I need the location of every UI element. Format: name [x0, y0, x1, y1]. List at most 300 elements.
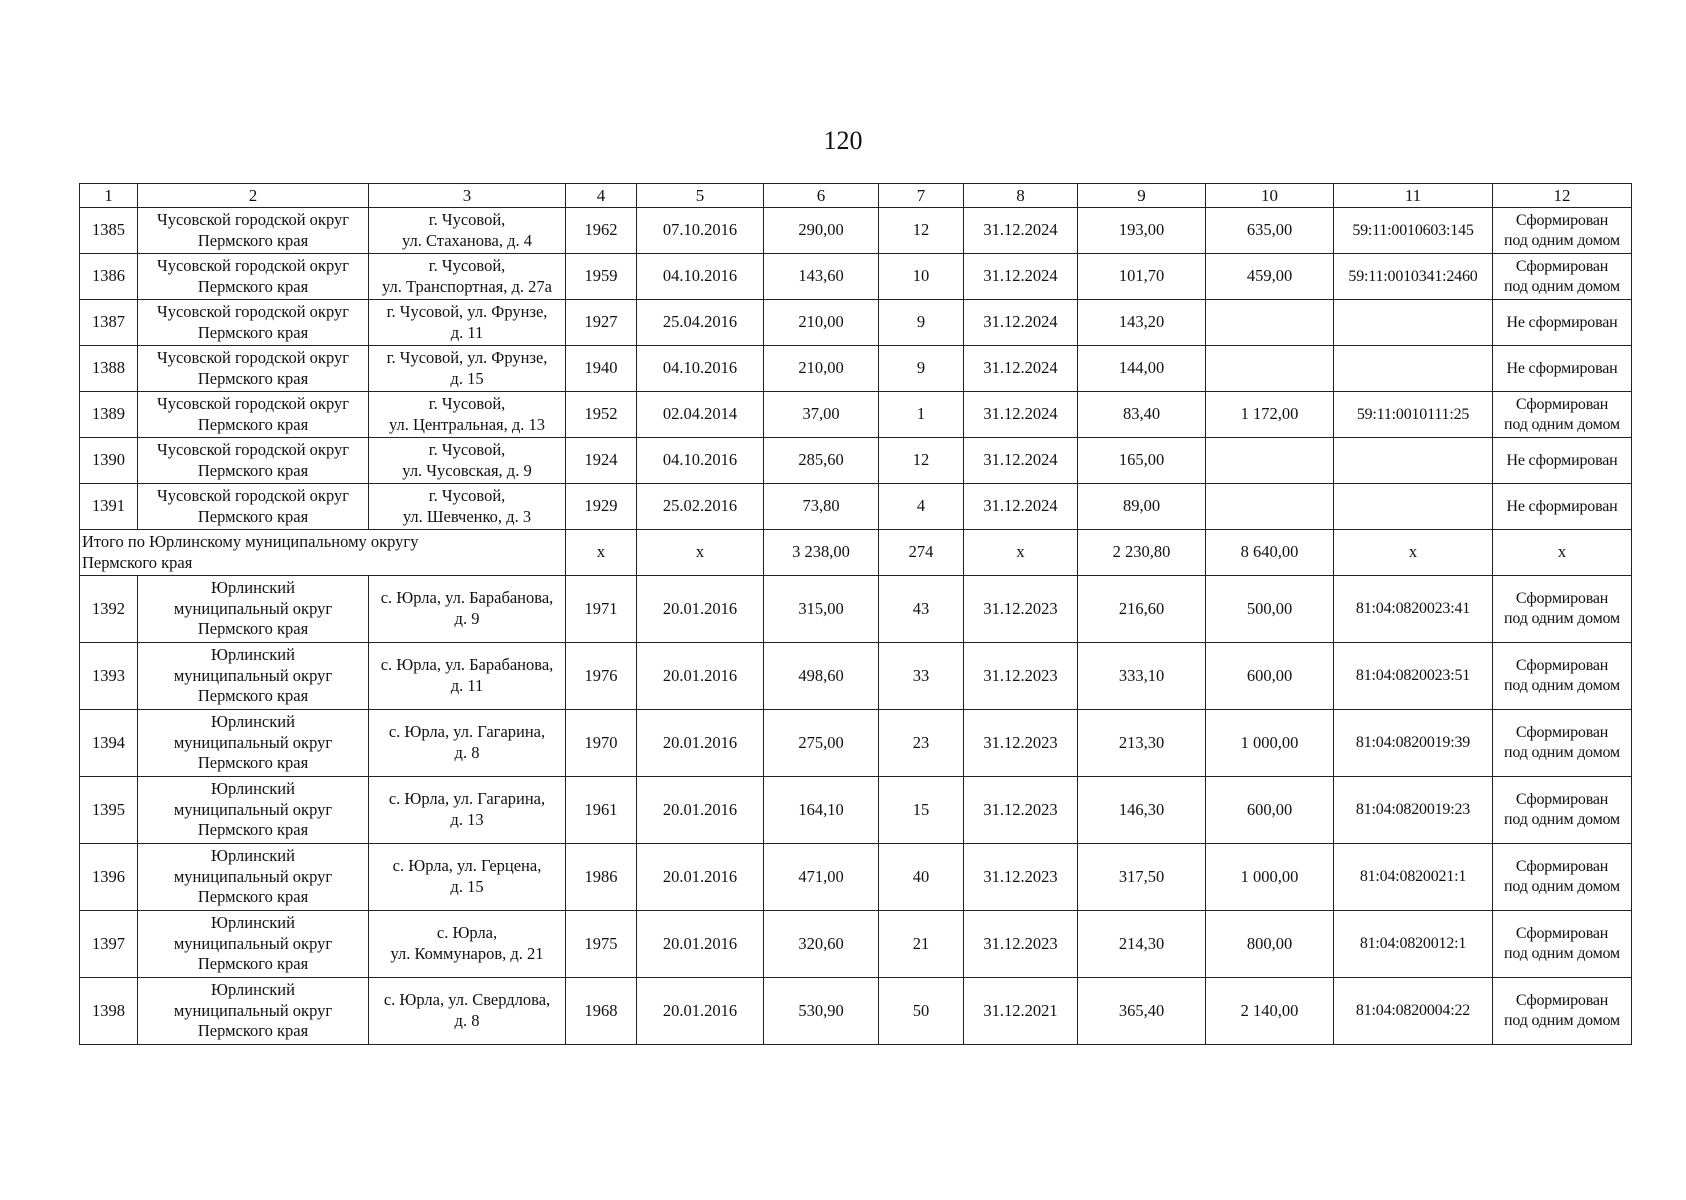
cell-text-line: 31.12.2024 [983, 220, 1058, 240]
cell-text-line: муниципальный округ [173, 799, 333, 819]
table-row [80, 300, 1632, 346]
cell-text-line: 1393 [92, 665, 125, 685]
cell-land-area [1206, 530, 1334, 576]
cell-text-line: 31.12.2023 [983, 598, 1058, 618]
cell-text-line: 25.04.2016 [662, 312, 738, 332]
cell-text-line: 164,10 [798, 799, 844, 819]
cell-text-line: Пермского края [197, 460, 309, 480]
table-row [80, 392, 1632, 438]
cell-year [566, 911, 637, 978]
page-number: 120 [823, 126, 863, 155]
cell-area [764, 978, 879, 1045]
cell-text-line: 2 230,80 [1112, 542, 1171, 562]
cell-text-line: Чусовской городской округ [157, 439, 349, 459]
cell-land-area [1206, 844, 1334, 911]
cell-text-line: 146,30 [1118, 799, 1165, 819]
cell-status [1493, 208, 1632, 254]
cell-text-line: 40 [912, 866, 930, 886]
cell-number [80, 300, 138, 346]
cell-text-line: 459,00 [1246, 266, 1293, 286]
cell-municipality [138, 392, 369, 438]
cell-text-line: 2 140,00 [1240, 1000, 1299, 1020]
cell-text-line: 12 [912, 450, 930, 470]
cell-deadline [964, 254, 1078, 300]
cell-status [1493, 484, 1632, 530]
cell-text-line: Пермского края [197, 322, 309, 342]
cell-number [80, 911, 138, 978]
cell-text-line: Не сформирован [1506, 359, 1618, 377]
cell-land-area [1206, 710, 1334, 777]
cell-address [369, 576, 566, 643]
cell-residents [879, 346, 964, 392]
table-row [80, 844, 1632, 911]
cell-area [764, 777, 879, 844]
cell-text-line: Юрлинский [211, 779, 295, 799]
cell-text-line: Чусовской городской округ [157, 347, 349, 367]
cell-status [1493, 438, 1632, 484]
cell-text-line: под одним домом [1504, 945, 1620, 962]
cell-number [80, 643, 138, 710]
cell-text-line: 8 640,00 [1240, 542, 1299, 562]
cell-text-line: 1975 [584, 933, 618, 953]
cell-text-line: 31.12.2024 [983, 266, 1058, 286]
cell-text-line: x [1016, 542, 1025, 562]
cell-text-line: 81:04:0820004:22 [1355, 1002, 1471, 1019]
cell-text-line: Пермского края [197, 368, 309, 388]
cell-deadline [964, 576, 1078, 643]
cell-text-line: 1961 [584, 799, 618, 819]
column-header: 9 [1078, 184, 1206, 208]
cell-text-line: Юрлинский [211, 846, 295, 866]
cell-text-line: 498,60 [798, 665, 844, 685]
cell-text-line: Не сформирован [1506, 313, 1618, 331]
cell-text-line: 1959 [584, 266, 618, 286]
cell-address [369, 710, 566, 777]
cell-text-line: под одним домом [1504, 277, 1620, 295]
cell-text-line: x [695, 542, 705, 562]
cell-text-line: 20.01.2016 [662, 598, 738, 618]
cell-text-line: 9 [916, 358, 926, 378]
cell-text-line: 165,00 [1118, 450, 1165, 470]
cell-text-line: с. Юрла, ул. Свердлова, [383, 990, 551, 1010]
cell-text-line: д. 11 [450, 322, 484, 342]
cell-text-line: Пермского края [197, 954, 309, 974]
cell-text-line: с. Юрла, ул. Герцена, [392, 856, 542, 876]
cell-text-line: 4 [916, 496, 926, 516]
cell-text-line: 101,70 [1118, 266, 1165, 286]
cell-text-line: 285,60 [798, 450, 844, 470]
cell-text-line: под одним домом [1504, 744, 1620, 761]
cell-area-2 [1078, 346, 1206, 392]
cell-area [764, 844, 879, 911]
cell-text-line: 1 [916, 404, 926, 424]
cell-text-line: 31.12.2024 [983, 496, 1058, 516]
cell-municipality [138, 484, 369, 530]
cell-text-line: муниципальный округ [173, 933, 333, 953]
cell-year [566, 576, 637, 643]
cell-deadline [964, 710, 1078, 777]
cell-municipality [138, 300, 369, 346]
cell-address [369, 777, 566, 844]
cell-deadline [964, 643, 1078, 710]
cell-area-2 [1078, 530, 1206, 576]
cell-land-area [1206, 777, 1334, 844]
cell-text-line: 33 [912, 665, 930, 685]
cell-text-line: г. Чусовой, [428, 209, 506, 229]
cell-text-line: 1970 [584, 732, 618, 752]
cell-text-line: 20.01.2016 [662, 933, 738, 953]
cell-area [764, 484, 879, 530]
cell-number [80, 576, 138, 643]
cell-text-line: ул. Стаханова, д. 4 [401, 230, 532, 250]
cell-date [637, 346, 764, 392]
cell-text-line: 3 238,00 [792, 542, 850, 562]
cell-text-line: 73,80 [802, 496, 840, 516]
table-body [80, 184, 1632, 1045]
cell-residents [879, 978, 964, 1045]
cell-residents [879, 254, 964, 300]
cell-cadastral [1334, 576, 1493, 643]
cell-residents [879, 710, 964, 777]
cell-land-area [1206, 300, 1334, 346]
cell-text-line: 1940 [584, 358, 618, 378]
cell-text-line: Сформирован [1515, 590, 1609, 607]
cell-area-2 [1078, 392, 1206, 438]
cell-text-line: 500,00 [1246, 598, 1293, 618]
cell-municipality [138, 254, 369, 300]
cell-text-line: ул. Шевченко, д. 3 [402, 506, 532, 526]
cell-area [764, 576, 879, 643]
cell-address [369, 911, 566, 978]
cell-text-line: под одним домом [1504, 1012, 1620, 1029]
cell-text-line: 59:11:0010603:145 [1352, 221, 1474, 239]
cell-number [80, 208, 138, 254]
total-label [80, 530, 566, 576]
cell-cadastral [1334, 530, 1493, 576]
cell-text-line: 1389 [92, 404, 125, 424]
cell-text-line: 635,00 [1246, 220, 1293, 240]
cell-status [1493, 392, 1632, 438]
cell-land-area [1206, 438, 1334, 484]
cell-year [566, 484, 637, 530]
cell-year [566, 978, 637, 1045]
cell-text-line: 59:11:0010341:2460 [1348, 267, 1478, 285]
cell-text-line: 1387 [92, 312, 125, 332]
cell-text-line: д. 8 [454, 1011, 480, 1030]
cell-residents [879, 643, 964, 710]
cell-municipality [138, 208, 369, 254]
cell-text-line: муниципальный округ [173, 665, 333, 685]
cell-text-line: с. Юрла, [436, 923, 498, 943]
cell-residents [879, 911, 964, 978]
cell-text-line: 1927 [584, 312, 618, 332]
cell-cadastral [1334, 254, 1493, 300]
cell-text-line: 1952 [584, 404, 618, 424]
cell-text-line: 1397 [92, 933, 125, 953]
cell-land-area [1206, 254, 1334, 300]
cell-cadastral [1334, 392, 1493, 438]
cell-deadline [964, 392, 1078, 438]
cell-number [80, 844, 138, 911]
table-row [80, 576, 1632, 643]
cell-text-line: 43 [912, 598, 930, 618]
cell-area-2 [1078, 576, 1206, 643]
cell-text-line: 1929 [584, 496, 618, 516]
cell-land-area [1206, 643, 1334, 710]
cell-land-area [1206, 208, 1334, 254]
cell-text-line: муниципальный округ [173, 866, 333, 886]
column-header: 11 [1334, 184, 1493, 208]
cell-text-line: 31.12.2024 [983, 358, 1058, 378]
cell-text-line: Юрлинский [211, 913, 295, 933]
cell-text-line: 25.02.2016 [662, 496, 738, 516]
cell-text-line: 15 [912, 799, 930, 819]
cell-text-line: Сформирован [1515, 211, 1609, 229]
cell-area-2 [1078, 254, 1206, 300]
cell-text-line: муниципальный округ [173, 1000, 333, 1020]
cell-area [764, 254, 879, 300]
cell-date [637, 484, 764, 530]
cell-date [637, 777, 764, 844]
cell-deadline [964, 844, 1078, 911]
cell-area [764, 710, 879, 777]
cell-year [566, 254, 637, 300]
cell-text-line: д. 9 [454, 609, 480, 628]
cell-text-line: с. Юрла, ул. Барабанова, [380, 588, 554, 608]
column-header: 10 [1206, 184, 1334, 208]
cell-status [1493, 346, 1632, 392]
cell-address [369, 643, 566, 710]
cell-text-line: 274 [908, 542, 934, 562]
cell-text-line: под одним домом [1504, 415, 1620, 433]
cell-text-line: 315,00 [798, 598, 844, 618]
cell-address [369, 844, 566, 911]
cell-address [369, 438, 566, 484]
table-row [80, 484, 1632, 530]
cell-land-area [1206, 576, 1334, 643]
cell-area-2 [1078, 978, 1206, 1045]
cell-date [637, 844, 764, 911]
cell-year [566, 300, 637, 346]
cell-text-line: 1390 [92, 450, 125, 470]
cell-area-2 [1078, 438, 1206, 484]
cell-number [80, 346, 138, 392]
cell-text-line: 81:04:0820021:1 [1359, 868, 1467, 885]
cell-municipality [138, 710, 369, 777]
cell-text-line: 1962 [584, 220, 618, 240]
cell-number [80, 484, 138, 530]
cell-text-line: Чусовской городской округ [157, 393, 349, 413]
cell-text-line: 317,50 [1118, 866, 1165, 886]
cell-date [637, 530, 764, 576]
cell-text-line: 83,40 [1122, 404, 1161, 424]
cell-text-line: с. Юрла, ул. Гагарина, [388, 722, 546, 742]
cell-residents [879, 530, 964, 576]
cell-year [566, 710, 637, 777]
cell-municipality [138, 844, 369, 911]
cell-text-line: 800,00 [1246, 933, 1293, 953]
cell-cadastral [1334, 438, 1493, 484]
table-row [80, 254, 1632, 300]
cell-text-line: 31.12.2023 [983, 799, 1058, 819]
cell-text-line: г. Чусовой, [428, 439, 506, 459]
cell-land-area [1206, 392, 1334, 438]
cell-text-line: под одним домом [1504, 811, 1620, 828]
cell-deadline [964, 530, 1078, 576]
cell-text-line: Юрлинский [211, 578, 295, 598]
cell-text-line: 81:04:0820012:1 [1359, 935, 1467, 952]
cell-date [637, 208, 764, 254]
cell-text-line: 1388 [92, 358, 125, 378]
cell-text-line: 1 172,00 [1240, 404, 1299, 424]
cell-address [369, 484, 566, 530]
cell-text-line: ул. Центральная, д. 13 [388, 414, 546, 434]
cell-area-2 [1078, 844, 1206, 911]
cell-land-area [1206, 978, 1334, 1045]
cell-text-line: Пермского края [197, 276, 309, 296]
cell-text-line: 31.12.2024 [983, 312, 1058, 332]
cell-area [764, 346, 879, 392]
cell-text-line: под одним домом [1504, 878, 1620, 895]
cell-text-line: Пермского края [197, 820, 309, 840]
cell-text-line: 12 [912, 220, 930, 240]
cell-date [637, 710, 764, 777]
cell-deadline [964, 484, 1078, 530]
cell-number [80, 254, 138, 300]
cell-text-line: 04.10.2016 [662, 358, 738, 378]
cell-text-line: 04.10.2016 [662, 266, 738, 286]
cell-deadline [964, 300, 1078, 346]
cell-text-line: Не сформирован [1506, 451, 1618, 469]
cell-text-line: 290,00 [798, 220, 844, 240]
cell-text-line: 210,00 [798, 358, 844, 378]
cell-year [566, 438, 637, 484]
cell-municipality [138, 576, 369, 643]
cell-text-line: 04.10.2016 [662, 450, 738, 470]
cell-text-line: 600,00 [1246, 665, 1293, 685]
cell-text-line: 216,60 [1118, 598, 1165, 618]
cell-text-line: 1391 [92, 496, 125, 516]
cell-area-2 [1078, 710, 1206, 777]
cell-text-line: 31.12.2023 [983, 732, 1058, 752]
cell-text-line: x [596, 542, 606, 562]
cell-date [637, 254, 764, 300]
cell-cadastral [1334, 208, 1493, 254]
cell-text-line: 37,00 [802, 404, 840, 424]
cell-text-line: Итого по Юрлинскому муниципальному округу [82, 531, 419, 551]
cell-text-line: 365,40 [1118, 1000, 1165, 1020]
cell-text-line: 31.12.2024 [983, 450, 1058, 470]
cell-date [637, 576, 764, 643]
column-header: 12 [1493, 184, 1632, 208]
cell-area-2 [1078, 300, 1206, 346]
cell-cadastral [1334, 777, 1493, 844]
cell-number [80, 777, 138, 844]
table-row [80, 346, 1632, 392]
cell-address [369, 978, 566, 1045]
cell-land-area [1206, 911, 1334, 978]
cell-status [1493, 710, 1632, 777]
cell-status [1493, 844, 1632, 911]
cell-area-2 [1078, 208, 1206, 254]
cell-status [1493, 978, 1632, 1045]
cell-text-line: 1 000,00 [1240, 866, 1299, 886]
cell-text-line: 1 000,00 [1240, 732, 1299, 752]
cell-address [369, 254, 566, 300]
cell-text-line: 213,30 [1118, 732, 1165, 752]
cell-cadastral [1334, 484, 1493, 530]
cell-text-line: Пермского края [197, 753, 309, 773]
cell-text-line: 50 [912, 1000, 930, 1020]
cell-text-line: 214,30 [1118, 933, 1165, 953]
cell-number [80, 710, 138, 777]
cell-text-line: Чусовской городской округ [157, 255, 349, 275]
cell-text-line: 31.12.2023 [983, 933, 1058, 953]
cell-text-line: Пермского края [197, 230, 309, 250]
cell-text-line: г. Чусовой, [428, 255, 506, 275]
column-header: 7 [879, 184, 964, 208]
cell-number [80, 978, 138, 1045]
cell-text-line: Чусовской городской округ [157, 485, 349, 505]
cell-text-line: Пермского края [197, 414, 309, 434]
cell-text-line: 1398 [92, 1000, 125, 1020]
cell-text-line: 02.04.2014 [662, 404, 738, 424]
cell-text-line: 144,00 [1118, 358, 1165, 378]
cell-text-line: 23 [912, 732, 930, 752]
cell-text-line: Чусовской городской округ [157, 209, 349, 229]
table-row [80, 208, 1632, 254]
cell-text-line: 20.01.2016 [662, 799, 738, 819]
cell-text-line: Сформирован [1515, 858, 1609, 875]
cell-text-line: под одним домом [1504, 610, 1620, 627]
cell-text-line: с. Юрла, ул. Гагарина, [388, 789, 546, 809]
cell-area-2 [1078, 484, 1206, 530]
cell-text-line: 600,00 [1246, 799, 1293, 819]
cell-text-line: 275,00 [798, 732, 844, 752]
cell-text-line: 333,10 [1118, 665, 1165, 685]
cell-area [764, 208, 879, 254]
table-row [80, 710, 1632, 777]
cell-area [764, 392, 879, 438]
cell-text-line: 1924 [584, 450, 618, 470]
cell-text-line: 10 [912, 266, 930, 286]
cell-text-line: Сформирован [1515, 925, 1609, 942]
cell-text-line: под одним домом [1504, 677, 1620, 694]
column-header: 8 [964, 184, 1078, 208]
cell-text-line: Пермского края [197, 1021, 309, 1041]
cell-text-line: 1386 [92, 266, 125, 286]
cell-address [369, 392, 566, 438]
cell-text-line: Сформирован [1515, 791, 1609, 808]
cell-deadline [964, 978, 1078, 1045]
cell-year [566, 777, 637, 844]
cell-residents [879, 300, 964, 346]
cell-text-line: 1396 [92, 866, 125, 886]
cell-text-line: Пермского края [82, 552, 193, 572]
cell-text-line: 81:04:0820023:51 [1355, 667, 1471, 684]
cell-text-line: 07.10.2016 [662, 220, 738, 240]
cell-text-line: ул. Чусовская, д. 9 [402, 460, 532, 480]
cell-deadline [964, 208, 1078, 254]
cell-land-area [1206, 484, 1334, 530]
cell-residents [879, 576, 964, 643]
cell-text-line: 320,60 [798, 933, 844, 953]
cell-text-line: Сформирован [1515, 257, 1609, 275]
cell-status [1493, 777, 1632, 844]
cell-deadline [964, 911, 1078, 978]
cell-area [764, 300, 879, 346]
table-row [80, 438, 1632, 484]
